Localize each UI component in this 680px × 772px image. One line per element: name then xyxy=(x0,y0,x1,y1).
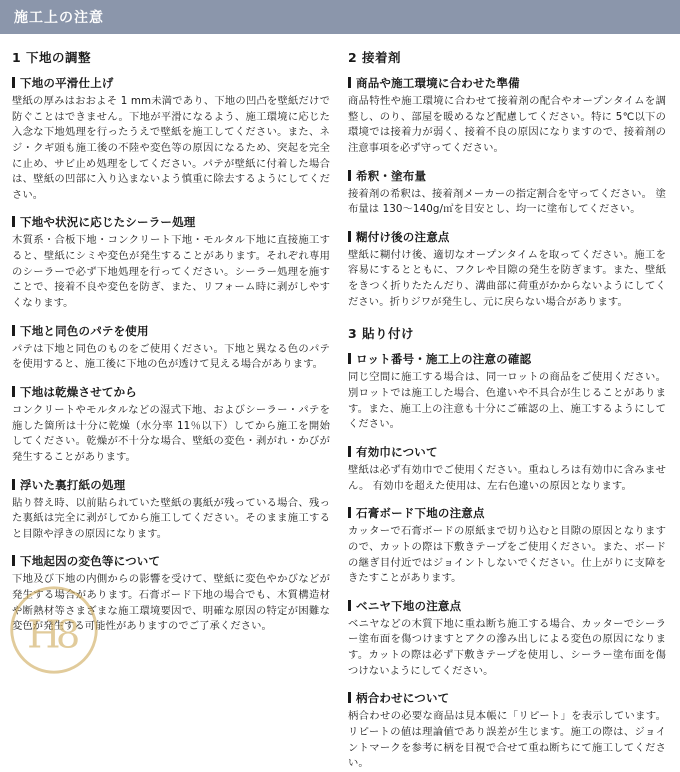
bullet-bar-icon xyxy=(12,325,15,336)
bullet-bar-icon xyxy=(348,446,351,457)
svg-text:8: 8 xyxy=(55,612,81,658)
subheading-label: 柄合わせについて xyxy=(356,691,450,706)
section-title-2: 2 接着剤 xyxy=(348,50,402,65)
bullet-bar-icon xyxy=(348,600,351,611)
bullet-bar-icon xyxy=(12,216,15,227)
subheading-label: 有効巾について xyxy=(356,444,438,459)
section-title-1: 1 下地の調整 xyxy=(12,50,92,65)
subheading-label: 下地起因の変色等について xyxy=(20,554,161,569)
subheading-label: 下地と同色のパテを使用 xyxy=(20,323,149,338)
subheading xyxy=(348,168,666,184)
subheading-label: 商品や施工環境に合わせた準備 xyxy=(356,76,520,90)
paragraph: 商品特性や施工環境に合わせて接着剤の配合やオープンタイムを調整し、のり、部屋を暖めるなど配慮してください。特に 5℃以下の環境では接着力が弱く、接着不良の原因になりますので、接着剤の注意事項を必ず守ってください。 xyxy=(348,95,666,154)
page-header xyxy=(0,0,680,34)
subheading xyxy=(348,598,666,614)
subheading xyxy=(348,444,666,460)
subheading xyxy=(12,553,330,569)
subheading-label: ロット番号・施工上の注意の確認 xyxy=(356,352,532,367)
subheading-label: 糊付け後の注意点 xyxy=(356,229,450,244)
svg-text:H: H xyxy=(27,612,61,658)
page-title: 施工上の注意 xyxy=(14,10,104,26)
paragraph: 貼り替え時、以前貼られていた壁紙の裏紙が残っている場合、残った裏紙は完全に剥がしてから施工してください。そのまま施工すると目隙や浮きの原因になります。 xyxy=(12,496,330,540)
paragraph: 下地及び下地の内側からの影響を受けて、壁紙に変色やかびなどが発生する場合があります。石膏ボード下地の場合でも、木質構造材や断熱材等さまざまな施工環境要因で、明確な原因の特定が困難な変色が発生する可能性がありますのでご了承ください。 xyxy=(12,573,330,633)
subheading xyxy=(348,690,666,706)
bullet-bar-icon xyxy=(12,479,15,490)
column-left xyxy=(12,48,330,772)
subheading-label: 希釈・塗布量 xyxy=(356,168,427,183)
paragraph: 壁紙は必ず有効巾でご使用ください。重ねしろは有効巾に含みません。 有効巾を超えた使用は、左右色違いの原因となります。 xyxy=(348,463,666,492)
subheading-label: ベニヤ下地の注意点 xyxy=(356,598,462,613)
paragraph: パテは下地と同色のものをご使用ください。下地と異なる色のパテを使用すると、施工後に下地の色が透けて見える場合があります。 xyxy=(12,342,330,371)
paragraph: 壁紙に糊付け後、適切なオープンタイムを取ってください。施工を容易にするとともに、フクレや目隙の発生を防ぎます。また、壁紙をきつく折りたたんだり、溝曲部に荷重がかからないようにしてください。折りジワが発生し、元に戻らない場合があります。 xyxy=(348,248,666,308)
paragraph: コンクリートやモルタルなどの湿式下地、およびシーラー・パテを施した箇所は十分に乾燥（水分率 11％以下）してから施工を開始してください。乾燥が不十分な場合、壁紙の変色・剥がれ・かびが発生することがあります。 xyxy=(12,403,330,463)
section-title-3: 3 貼り付け xyxy=(348,326,415,342)
paragraph: 接着剤の希釈は、接着剤メーカーの指定割合を守ってください。 塗布量は 130〜140g/㎡を目安とし、均一に塗布してください。 xyxy=(348,187,666,216)
bullet-bar-icon xyxy=(12,386,15,397)
bullet-bar-icon xyxy=(348,507,351,518)
subheading xyxy=(12,384,330,400)
content-columns xyxy=(0,34,680,772)
bullet-bar-icon xyxy=(348,77,351,88)
bullet-bar-icon xyxy=(12,77,15,88)
subheading xyxy=(348,229,666,245)
paragraph: 木質系・合板下地・コンクリート下地・モルタル下地に直接施工すると、壁紙にシミや変色が発生することがあります。それぞれ専用のシーラーで必ず下地処理を行ってください。シーラー処理を施すことで、接着不良や変色を防ぎ、また、リフォーム時に剥がしやすくなります。 xyxy=(12,234,330,310)
paragraph: 柄合わせの必要な商品は見本帳に「リピート」を表示しています。 リピートの値は理論値であり誤差が生じます。施工の際は、ジョイントマークを参考に柄を目視で合せて重ね断ちにて施工してください。 xyxy=(348,710,666,770)
subheading-label: 下地の平滑仕上げ xyxy=(20,76,114,90)
subheading xyxy=(12,477,330,493)
subheading xyxy=(12,323,330,339)
subheading xyxy=(348,351,666,367)
paragraph: 壁紙の厚みはおおよそ 1 mm未満であり、下地の凹凸を壁紙だけで防ぐことはできません。下地が平滑になるよう、施工環境に応じた入念な下地処理を行ったうえで壁紙を施工してください。また、ネジ・クギ頭も施工後の不陸や変色等の原因になるため、突起を完全に止め、サビ止め処理をしてください。パテが壁紙に付着した場合は、壁紙の凹部に入り込まないよう慎重に除去するようにしてください。 xyxy=(12,95,330,201)
paragraph: ベニヤなどの木質下地に重ね断ち施工する場合、カッターでシーラー塗布面を傷つけますとアクの滲み出しによる変色の原因になります。カットの際は必ず下敷きテープを使用し、シーラー塗布面を傷つけないようにしてください。 xyxy=(348,617,666,677)
subheading-label: 下地や状況に応じたシーラー処理 xyxy=(20,215,196,230)
bullet-bar-icon xyxy=(348,353,351,364)
subheading xyxy=(12,214,330,230)
column-right xyxy=(348,48,666,772)
subheading-label: 浮いた裏打紙の処理 xyxy=(20,477,126,492)
bullet-bar-icon xyxy=(348,170,351,181)
paragraph: カッターで石膏ボードの原紙まで切り込むと目隙の原因となりますので、カットの際は下敷きテープをご使用ください。また、ボードの継ぎ目付近ではジョイントしないでください。仕上がりに支障をきたすことがあります。 xyxy=(348,525,666,585)
subheading xyxy=(12,75,330,91)
paragraph: 同じ空間に施工する場合は、同一ロットの商品をご使用ください。別ロットでは施工した場合、色違いや不具合が生じることがあります。また、施工上の注意も十分にご確認の上、施工するようにしてください。 xyxy=(348,371,666,431)
bullet-bar-icon xyxy=(348,692,351,703)
bullet-bar-icon xyxy=(348,231,351,242)
bullet-bar-icon xyxy=(12,555,15,566)
subheading xyxy=(348,505,666,521)
subheading xyxy=(348,75,666,91)
subheading-label: 下地は乾燥させてから xyxy=(20,384,137,399)
subheading-label: 石膏ボード下地の注意点 xyxy=(356,506,485,521)
